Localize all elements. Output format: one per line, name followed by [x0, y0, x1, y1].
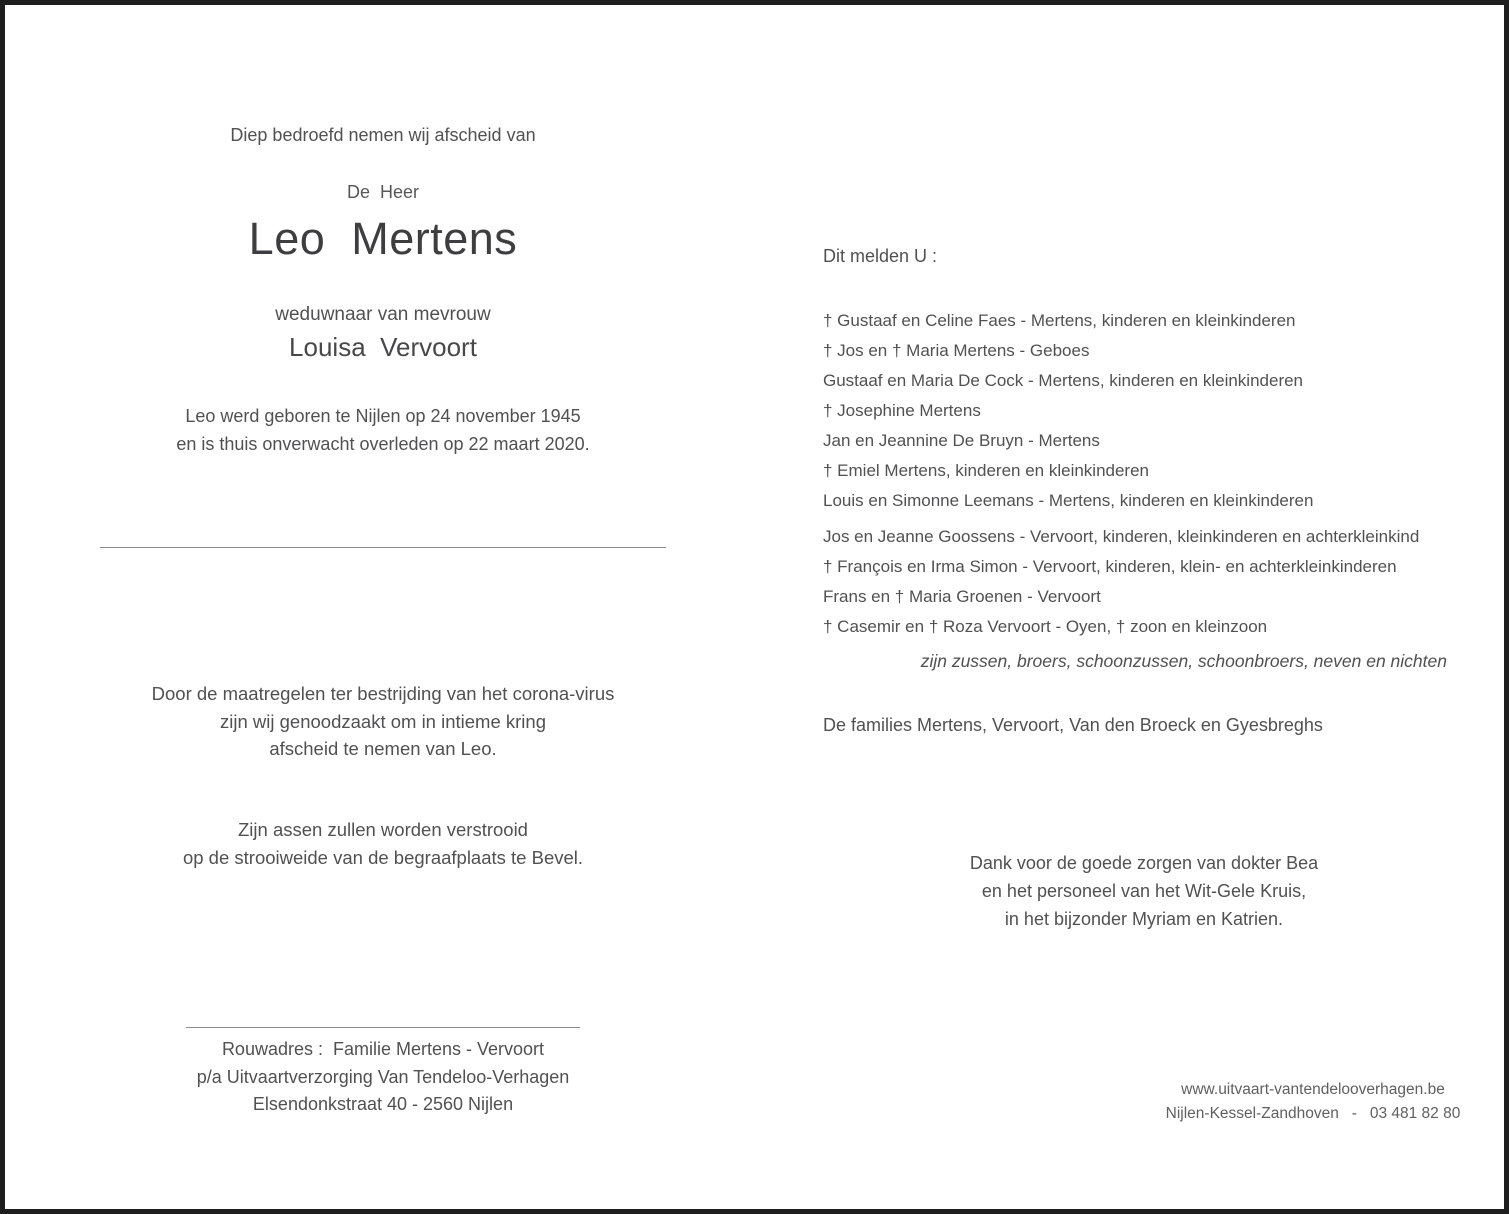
birth-line: Leo werd geboren te Nijlen op 24 november 1945 [185, 406, 581, 426]
corona-notice-block [100, 680, 666, 763]
family-group-vervoort [823, 522, 1465, 642]
address-divider-line [186, 1027, 580, 1028]
widower-line: weduwnaar van mevrouw [275, 304, 491, 325]
announcers-heading: Dit melden U : [823, 246, 938, 266]
family-group-mertens [823, 306, 1465, 516]
address-line: Elsendonkstraat 40 - 2560 Nijlen [252, 1094, 514, 1114]
family-line: Jan en Jeannine De Bruyn - Mertens [823, 431, 1100, 450]
salutation-line: De Heer [346, 182, 420, 202]
address-line: Rouwadres : Familie Mertens - Vervoort [221, 1039, 545, 1059]
footer-contact: Nijlen-Kessel-Zandhoven - 03 481 82 80 [1165, 1104, 1461, 1122]
corona-line: afscheid te nemen van Leo. [269, 738, 497, 759]
mourning-address-block [100, 1027, 666, 1119]
thanks-block [823, 849, 1465, 933]
funeral-home-footer [1100, 1078, 1509, 1125]
right-column [823, 5, 1465, 1209]
ashes-line: op de strooiweide van de begraafplaats te Bevel. [182, 847, 584, 868]
left-column [100, 5, 666, 1209]
family-line: † Jos en † Maria Mertens - Geboes [823, 341, 1090, 360]
families-line: De families Mertens, Vervoort, Van den Broeck en Gyesbreghs [823, 715, 1323, 735]
corona-line: Door de maatregelen ter bestrijding van het corona-virus [151, 683, 615, 704]
family-line: † François en Irma Simon - Vervoort, kinderen, klein- en achterkleinkinderen [823, 557, 1397, 576]
ashes-line: Zijn assen zullen worden verstrooid [238, 819, 528, 840]
ashes-block [100, 816, 666, 872]
corona-line: zijn wij genoodzaakt om in intieme kring [220, 710, 546, 732]
mid-divider-line [100, 547, 666, 548]
family-line: † Gustaaf en Celine Faes - Mertens, kinderen en kleinkinderen [823, 311, 1296, 330]
thanks-line: in het bijzonder Myriam en Katrien. [1004, 909, 1284, 929]
spouse-name: Louisa Vervoort [289, 332, 477, 362]
death-line: en is thuis onverwacht overleden op 22 maart 2020. [176, 434, 590, 454]
family-line: Gustaaf en Maria De Cock - Mertens, kinderen en kleinkinderen [823, 371, 1304, 390]
family-line: † Emiel Mertens, kinderen en kleinkinderen [823, 461, 1150, 480]
family-line: Jos en Jeanne Goossens - Vervoort, kinderen, kleinkinderen en achterkleinkind [823, 527, 1420, 546]
relatives-line: zijn zussen, broers, schoonzussen, schoonbroers, neven en nichten [920, 651, 1447, 671]
thanks-line: en het personeel van het Wit-Gele Kruis, [981, 881, 1307, 901]
footer-website: www.uitvaart-vantendelooverhagen.be [1181, 1081, 1445, 1098]
deceased-name: Leo Mertens [248, 213, 518, 264]
family-line: Frans en † Maria Groenen - Vervoort [823, 587, 1101, 606]
intro-line: Diep bedroefd nemen wij afscheid van [230, 125, 536, 145]
thanks-line: Dank voor de goede zorgen van dokter Bea [969, 853, 1319, 873]
family-line: Louis en Simonne Leemans - Mertens, kinderen en kleinkinderen [823, 491, 1314, 510]
birth-death-block [100, 402, 666, 458]
family-line: † Casemir en † Roza Vervoort - Oyen, † zoon en kleinzoon [823, 617, 1268, 636]
address-line: p/a Uitvaartverzorging Van Tendeloo-Verhagen [196, 1066, 570, 1087]
family-line: † Josephine Mertens [823, 401, 981, 420]
